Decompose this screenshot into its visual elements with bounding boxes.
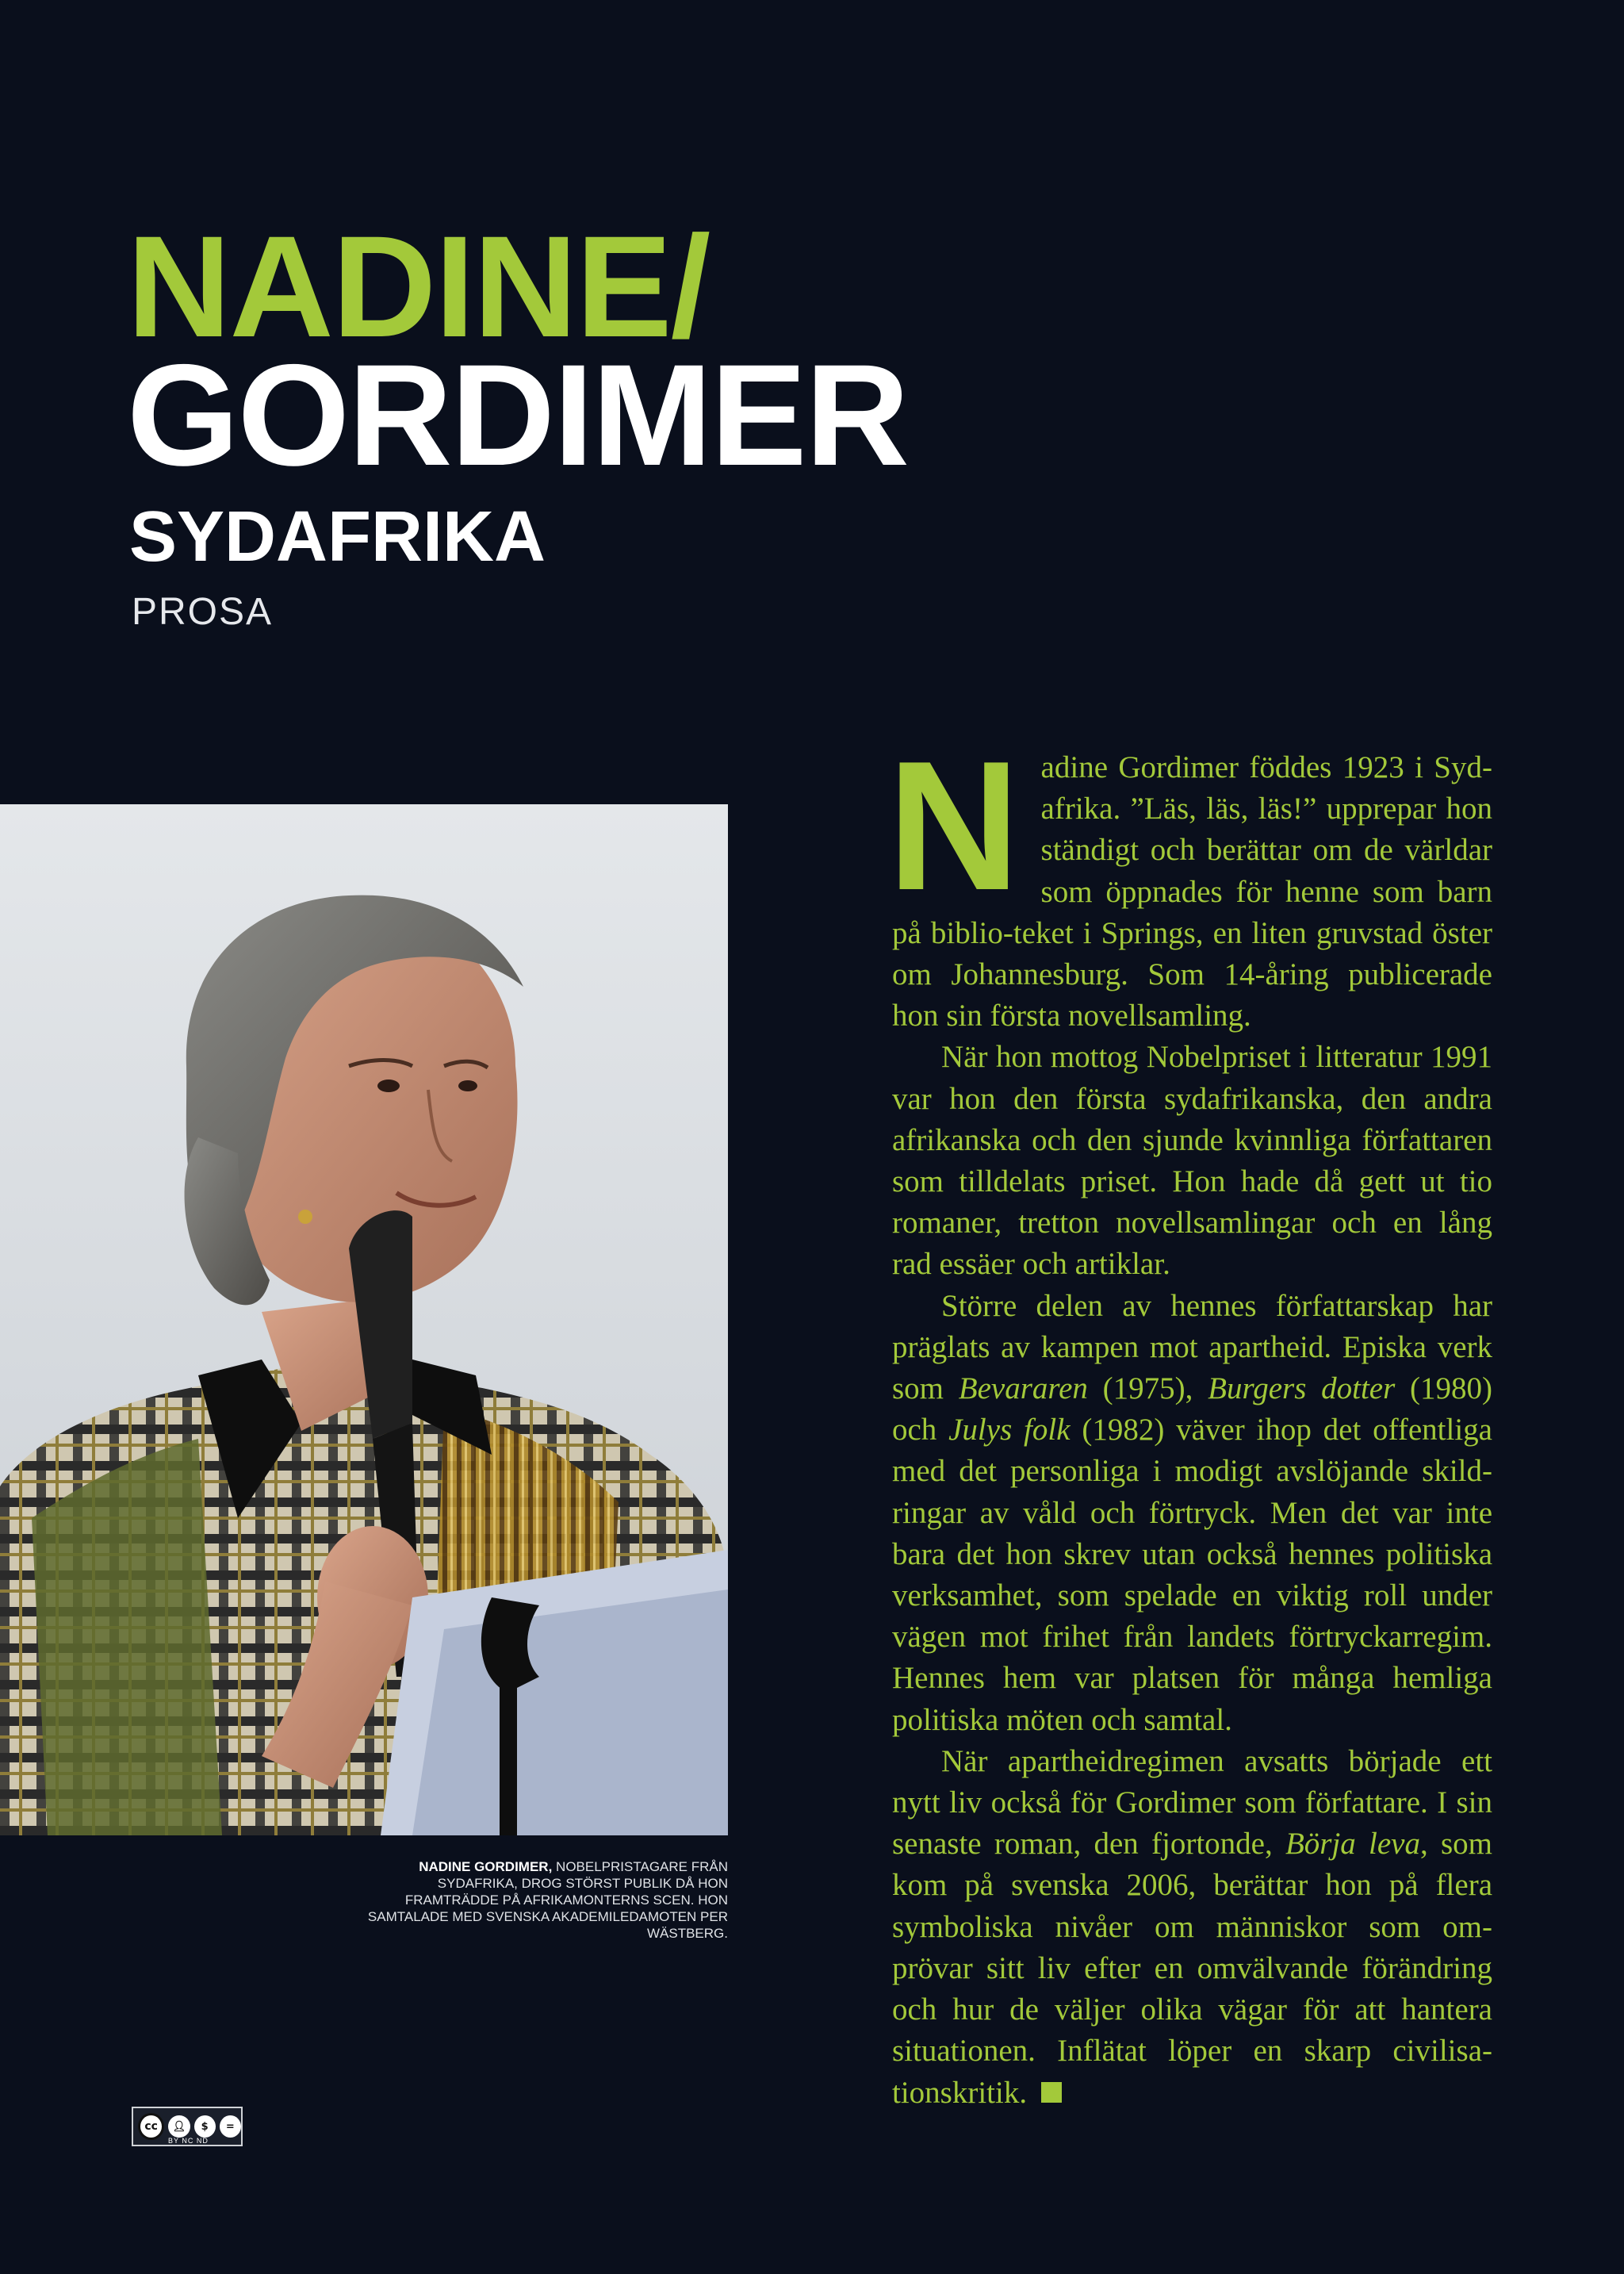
paragraph-3-text-a: Större delen av hennes författarskap har präglats av kampen mot apartheid. Episka verk som [892, 1288, 1492, 1406]
cc-icon: cc [138, 2113, 164, 2140]
country-heading: SYDAFRIKA [129, 497, 546, 577]
attribution-icon: 👤︎ [168, 2115, 190, 2138]
genre-label: PROSA [132, 591, 274, 633]
paragraph-1 [887, 723, 1492, 1037]
caption-name: NADINE GORDIMER, [419, 1859, 553, 1874]
article-body [887, 723, 1492, 2114]
photo-caption [349, 1858, 728, 1942]
paragraph-3-text-b: (1975), [1087, 1371, 1208, 1406]
noderivatives-icon: = [220, 2115, 241, 2138]
caption-text: NOBELPRISTAGARE FRÅN SYDAFRIKA, DROG STÖRST PUBLIK DÅ HON FRAMTRÄDDE PÅ AFRIKAMONTERNS SCEN. HON SAMTALADE MED SVENSKA AKADEMILEDAMOTEN PER WÄSTBERG. [367, 1859, 728, 1941]
noncommercial-icon: $ [194, 2115, 216, 2138]
paragraph-3-text-d: (1982) väver ihop det offentliga med det personliga i modigt avslöjande skild-ringar av våld och förtryck. Men det var inte bara det hon skrev utan också hennes politiska verksamhet, som spelade en viktig roll under vägen mot frihet från landets förtryckarregim. Hennes hem var platsen för många hemliga politiska möten och samtal. [892, 1413, 1492, 1737]
paragraph-3-text-c: (1980) och [892, 1371, 1492, 1448]
license-labels: BY NC ND [168, 2137, 209, 2145]
paragraph-1-text: adine Gordimer föddes 1923 i Syd-afrika. ”Läs, läs, läs!” upprepar hon ständigt och berättar om de världar som öppnades för henne som barn på biblio-teket i Springs, en liten gruvstad öster om Johannesburg. Som 14-åring publicerade hon sin första novellsamling. [892, 750, 1492, 1033]
paragraph-4 [892, 1741, 1492, 2114]
paragraph-4-text-b: , som kom på svenska 2006, berättar hon på flera symboliska nivåer om människor som om-prövar sitt liv efter en omvälvande förändring och hur de väljer olika vägar för att hantera situationen. Inflätat löper en skarp civilisa-tionskritik. [892, 1827, 1492, 2110]
title-last-name: GORDIMER [127, 334, 908, 496]
paragraph-3 [892, 1286, 1492, 1741]
book-title-bevararen: Bevararen [958, 1371, 1088, 1406]
paragraph-4-text-a: När apartheidregimen avsatts började ett nytt liv också för Gordimer som författare. I sin senaste roman, den fjortonde, [892, 1743, 1492, 1862]
title-first-name: NADINE/ [127, 205, 710, 367]
author-photo [0, 804, 728, 1835]
book-title-borja-leva: Börja leva [1285, 1827, 1420, 1862]
dropcap-letter: N [887, 723, 1021, 929]
book-title-burgers-dotter: Burgers dotter [1208, 1371, 1396, 1406]
book-title-julys-folk: Julys folk [948, 1413, 1071, 1448]
end-of-article-mark [1041, 2082, 1062, 2103]
paragraph-2: När hon mottog Nobelpriset i litteratur 1991 var hon den första sydafrikanska, den andra afrikanska och den sjunde kvinnliga författaren som tilldelats priset. Hon hade då gett ut tio romaner, tretton novellsamlingar och en lång rad essäer och artiklar. [892, 1040, 1492, 1282]
